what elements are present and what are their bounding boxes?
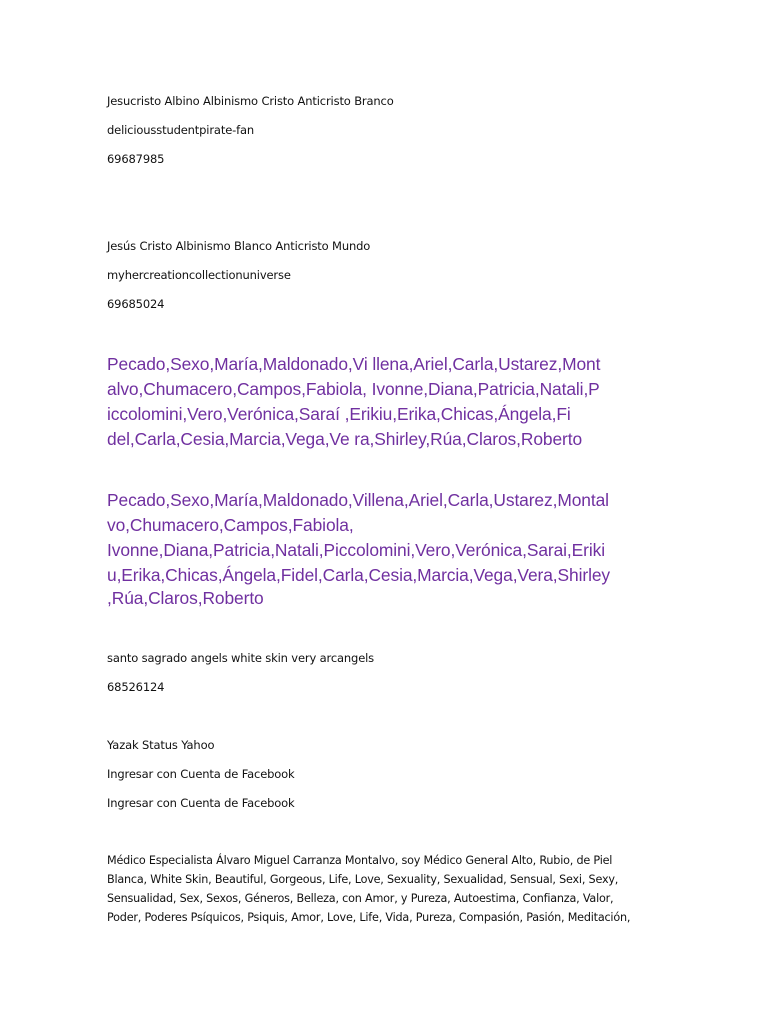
document-title-1[interactable]: Jesucristo Albino Albinismo Cristo Anticristo Branco (107, 94, 394, 108)
tag-line: ,Rúa,Claros,Roberto (107, 588, 264, 608)
description-line: Sensualidad, Sex, Sexos, Géneros, Belleza, con Amor, y Pureza, Autoestima, Confianza, Valor, (107, 892, 614, 905)
facebook-login-link[interactable]: Ingresar con Cuenta de Facebook (107, 767, 295, 781)
document-id-1: 69687985 (107, 152, 165, 166)
uploader-name-2[interactable]: myhercreationcollectionuniverse (107, 268, 291, 282)
tag-line: Ivonne,Diana,Patricia,Natali,Piccolomini,Vero,Verónica,Sarai,Eriki (107, 540, 605, 560)
document-title-2[interactable]: Jesús Cristo Albinismo Blanco Anticristo Mundo (107, 239, 371, 253)
document-title-3[interactable]: santo sagrado angels white skin very arcangels (107, 651, 375, 665)
description-line: Médico Especialista Álvaro Miguel Carranza Montalvo, soy Médico General Alto, Rubio, de Piel (107, 854, 613, 867)
tag-line: u,Erika,Chicas,Ángela,Fidel,Carla,Cesia,Marcia,Vega,Vera,Shirley (107, 565, 610, 585)
tag-line: alvo,Chumacero,Campos,Fabiola, Ivonne,Diana,Patricia,Natali,P (107, 379, 600, 399)
description-line: Blanca, White Skin, Beautiful, Gorgeous, Life, Love, Sexuality, Sexualidad, Sensual, Sexi, Sexy, (107, 873, 619, 886)
tag-line: iccolomini,Vero,Verónica,Saraí ,Erikiu,Erika,Chicas,Ángela,Fi (107, 404, 571, 424)
tag-line: del,Carla,Cesia,Marcia,Vega,Ve ra,Shirley,Rúa,Claros,Roberto (107, 429, 583, 449)
tag-line: Pecado,Sexo,María,Maldonado,Vi llena,Ariel,Carla,Ustarez,Mont (107, 354, 601, 374)
tag-line: Pecado,Sexo,María,Maldonado,Villena,Ariel,Carla,Ustarez,Montal (107, 490, 609, 510)
status-link[interactable]: Yazak Status Yahoo (107, 738, 215, 752)
description-line: Poder, Poderes Psíquicos, Psiquis, Amor, Love, Life, Vida, Pureza, Compasión, Pasión, Meditación, (107, 911, 631, 924)
document-id-2: 69685024 (107, 297, 165, 311)
document-id-3: 68526124 (107, 680, 165, 694)
uploader-name-1[interactable]: deliciousstudentpirate-fan (107, 123, 255, 137)
tag-line: vo,Chumacero,Campos,Fabiola, (107, 515, 354, 535)
facebook-login-link[interactable]: Ingresar con Cuenta de Facebook (107, 796, 295, 810)
